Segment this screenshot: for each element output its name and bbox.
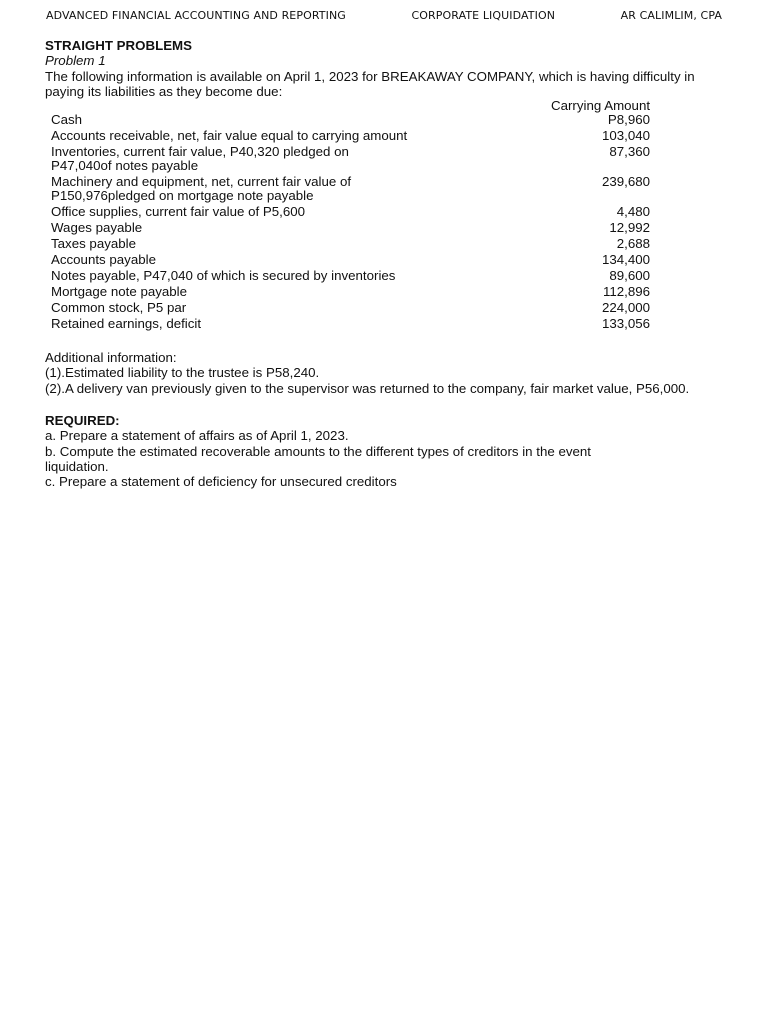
item-amount: 134,400 xyxy=(601,252,651,268)
item-description: Inventories, current fair value, P40,320 pledged on P47,040of notes payable xyxy=(51,144,349,174)
table-row xyxy=(51,253,650,269)
table-row xyxy=(51,269,650,285)
item-amount: 2,688 xyxy=(616,236,651,252)
additional-information xyxy=(45,350,725,396)
item-amount: 133,056 xyxy=(601,316,651,332)
additional-line: (1).Estimated liability to the trustee is P58,240. xyxy=(45,365,320,381)
page-header xyxy=(46,9,722,22)
required-title: REQUIRED: xyxy=(45,413,120,429)
header-topic: CORPORATE LIQUIDATION xyxy=(411,9,556,22)
item-amount: 103,040 xyxy=(601,128,651,144)
table-row xyxy=(51,285,650,301)
item-description: Mortgage note payable xyxy=(51,284,188,300)
problem-intro: The following information is available on April 1, 2023 for BREAKAWAY COMPANY, which is having difficulty in paying its liabilities as they become due: xyxy=(45,68,695,99)
item-amount: 239,680 xyxy=(601,174,651,190)
section-title: STRAIGHT PROBLEMS xyxy=(45,38,193,53)
item-description: Accounts receivable, net, fair value equal to carrying amount xyxy=(51,128,408,144)
item-amount: 12,992 xyxy=(609,220,651,236)
items-table-header xyxy=(51,99,650,113)
item-amount: 89,600 xyxy=(609,268,651,284)
item-description: Taxes payable xyxy=(51,236,137,252)
document-body xyxy=(45,38,725,490)
item-description: Retained earnings, deficit xyxy=(51,316,202,332)
additional-line: (2).A delivery van previously given to the supervisor was returned to the company, fair market value, P56,000. xyxy=(45,380,690,396)
required-item-c: c. Prepare a statement of deficiency for unsecured creditors xyxy=(45,474,397,490)
item-description: Cash xyxy=(51,112,83,128)
items-table xyxy=(51,99,650,333)
item-description: Wages payable xyxy=(51,220,143,236)
item-amount: 224,000 xyxy=(601,300,651,316)
item-description: Office supplies, current fair value of P5,600 xyxy=(51,204,306,220)
item-amount: P8,960 xyxy=(607,112,651,128)
item-amount: 112,896 xyxy=(602,284,651,300)
header-course: ADVANCED FINANCIAL ACCOUNTING AND REPORTING xyxy=(46,9,346,22)
item-description: Accounts payable xyxy=(51,252,156,268)
required-item-a: a. Prepare a statement of affairs as of April 1, 2023. xyxy=(45,428,349,444)
item-amount: 4,480 xyxy=(616,204,651,220)
column-header-carrying-amount: Carrying Amount xyxy=(551,98,651,114)
table-row xyxy=(51,237,650,253)
table-row xyxy=(51,317,650,333)
required-section xyxy=(45,413,725,489)
table-row xyxy=(51,205,650,221)
table-row xyxy=(51,145,650,175)
required-item-b: b. Compute the estimated recoverable amounts to the different types of creditors in the event liquidation. xyxy=(45,443,591,474)
problem-label: Problem 1 xyxy=(45,53,106,69)
item-description: Notes payable, P47,040 of which is secured by inventories xyxy=(51,268,396,284)
additional-title: Additional information: xyxy=(45,350,177,366)
header-author: AR CALIMLIM, CPA xyxy=(620,9,722,22)
table-row xyxy=(51,221,650,237)
items-table-body xyxy=(51,113,650,333)
table-row xyxy=(51,175,650,205)
table-row xyxy=(51,301,650,317)
table-row xyxy=(51,113,650,129)
item-amount: 87,360 xyxy=(609,144,651,160)
item-description: Common stock, P5 par xyxy=(51,300,187,316)
table-row xyxy=(51,129,650,145)
item-description: Machinery and equipment, net, current fair value of P150,976pledged on mortgage note payable xyxy=(51,174,352,204)
